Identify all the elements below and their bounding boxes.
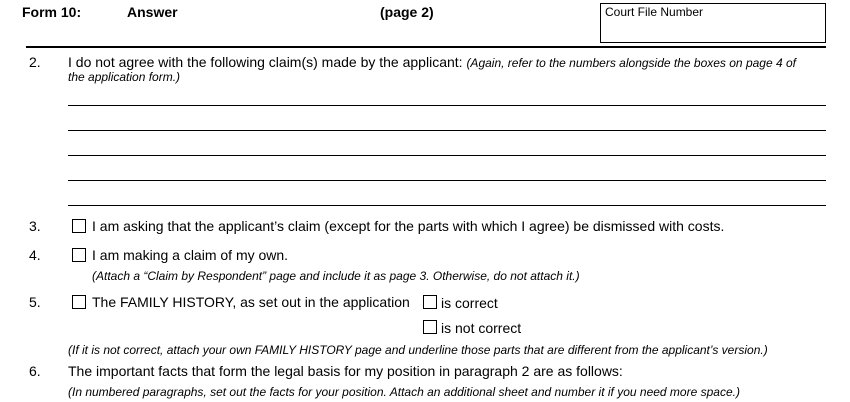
section-5-text: The FAMILY HISTORY, as set out in the application <box>92 294 410 310</box>
is-not-correct-checkbox[interactable] <box>423 320 437 334</box>
court-file-number-label: Court File Number <box>605 5 704 19</box>
section-6-number: 6. <box>29 363 41 379</box>
is-correct-checkbox[interactable] <box>423 295 437 309</box>
header-divider <box>26 46 826 48</box>
section-2-statement <box>68 54 796 70</box>
section-5-note: (If it is not correct, attach your own FAMILY HISTORY page and underline those parts that are different from the applicant’s version.) <box>68 343 768 357</box>
section-6-text: The important facts that form the legal basis for my position in paragraph 2 are as follows: <box>68 363 623 379</box>
section-2-text: I do not agree with the following claim(s) made by the applicant: <box>68 54 463 70</box>
dismiss-claim-checkbox[interactable] <box>72 219 86 233</box>
own-claim-checkbox[interactable] <box>72 248 86 262</box>
section-6-note: (In numbered paragraphs, set out the facts for your position. Attach an additional sheet and number it if you need more space.) <box>68 385 740 399</box>
section-2-note: (Again, refer to the numbers alongside the boxes on page 4 of <box>466 56 796 70</box>
section-4-number: 4. <box>29 247 41 263</box>
court-file-number-field[interactable] <box>600 3 826 43</box>
is-correct-label: is correct <box>441 295 498 311</box>
section-2-note-continued: the application form.) <box>68 70 181 84</box>
section-3-text: I am asking that the applicant’s claim (except for the parts with which I agree) be dismissed with costs. <box>92 218 725 234</box>
page-label: (page 2) <box>380 4 434 20</box>
section-2-number: 2. <box>29 54 41 70</box>
family-history-checkbox[interactable] <box>72 295 86 309</box>
section-5-number: 5. <box>29 294 41 310</box>
claims-writing-line[interactable] <box>68 105 826 106</box>
section-4-note: (Attach a “Claim by Respondent” page and include it as page 3. Otherwise, do not attach it.) <box>92 269 580 283</box>
section-4-text: I am making a claim of my own. <box>92 247 289 263</box>
section-3-number: 3. <box>29 218 41 234</box>
claims-writing-line[interactable] <box>68 205 826 206</box>
claims-writing-line[interactable] <box>68 155 826 156</box>
form-title: Answer <box>127 4 178 20</box>
form-number-label: Form 10: <box>22 4 82 20</box>
claims-writing-line[interactable] <box>68 130 826 131</box>
is-not-correct-label: is not correct <box>441 320 522 336</box>
claims-writing-line[interactable] <box>68 180 826 181</box>
